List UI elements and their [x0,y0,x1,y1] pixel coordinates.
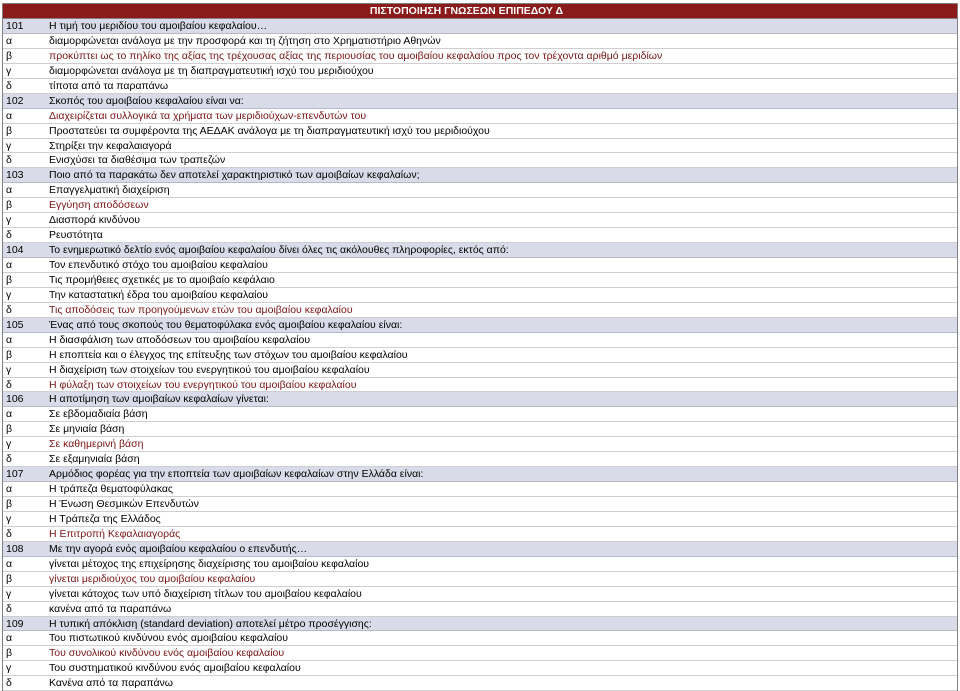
answer-text: Διαχειρίζεται συλλογικά τα χρήματα των μεριδιούχων-επενδυτών του [49,109,367,122]
answer-letter: β [6,423,13,436]
answer-letter: δ [6,303,12,316]
answer-letter: α [6,333,13,346]
answer-row [3,333,957,348]
answer-letter: α [6,259,13,271]
answer-row [3,273,957,288]
answer-letter: δ [6,378,12,391]
question-sheet [2,3,958,691]
answer-text: Επαγγελματική διαχείριση [49,184,170,197]
answer-row [3,587,957,602]
question-row [3,243,957,258]
answer-letter: γ [6,438,12,451]
answer-letter: γ [6,512,12,525]
answer-text: Σε εξαμηνιαία βάση [49,453,140,466]
answer-letter: β [6,49,13,62]
answer-letter: β [6,199,13,212]
question-row [3,19,957,34]
answer-text: Κανένα από τα παραπάνω [49,677,173,690]
answer-letter: γ [6,662,12,675]
answer-row [3,213,957,228]
question-number: 109 [6,617,24,630]
answer-text: διαμορφώνεται ανάλογα με τη διαπραγματευτική ισχύ του μεριδιούχου [49,64,374,77]
question-number: 103 [6,169,24,182]
question-list [3,19,957,691]
answer-text: Η Τράπεζα της Ελλάδος [49,512,161,525]
answer-letter: α [6,184,13,197]
answer-row-correct [3,49,957,64]
answer-letter: β [6,273,13,286]
question-number: 107 [6,468,24,481]
answer-text: Την καταστατική έδρα του αμοιβαίου κεφαλαίου [49,288,269,301]
sheet-title: ΠΙΣΤΟΠΟΙΗΣΗ ΓΝΩΣΕΩΝ ΕΠΙΠΕΔΟΥ Δ [3,4,957,19]
answer-letter: β [6,348,13,361]
question-text: Ένας από τους σκοπούς του θεματοφύλακα ενός αμοιβαίου κεφαλαίου είναι: [49,318,403,331]
answer-letter: β [6,498,13,510]
answer-row [3,661,957,676]
question-row [3,467,957,482]
answer-letter: γ [6,363,12,376]
answer-text: Τον επενδυτικό στόχο του αμοιβαίου κεφαλαίου [49,259,268,271]
answer-letter: γ [6,64,12,77]
answer-row [3,497,957,512]
answer-row [3,422,957,437]
answer-row-correct [3,378,957,393]
question-number: 101 [6,20,24,32]
answer-letter: α [6,109,13,122]
question-number: 105 [6,318,24,331]
answer-row [3,602,957,617]
answer-letter: δ [6,527,12,540]
answer-text: Η Επιτροπή Κεφαλαιαγοράς [49,527,181,540]
answer-text: Η φύλαξη των στοιχείων του ενεργητικού του αμοιβαίου κεφαλαίου [49,378,357,391]
answer-row-correct [3,109,957,124]
answer-letter: α [6,557,13,570]
answer-letter: β [6,572,13,585]
answer-text: γίνεται μέτοχος της επιχείρησης διαχείρισης του αμοιβαίου κεφαλαίου [49,557,370,570]
question-number: 102 [6,94,24,107]
question-number: 106 [6,393,24,406]
answer-row [3,676,957,691]
answer-letter: δ [6,677,12,690]
answer-row [3,258,957,273]
answer-letter: α [6,483,13,496]
answer-row [3,452,957,467]
answer-row-correct [3,572,957,587]
answer-row [3,183,957,198]
answer-letter: β [6,124,13,137]
answer-row [3,407,957,422]
answer-text: Σε καθημερινή βάση [49,438,144,451]
answer-row [3,631,957,646]
answer-text: προκύπτει ως το πηλίκο της αξίας της τρέχουσας αξίας της περιουσίας του αμοιβαίου κεφαλαίου προς τον τρέχοντα αριθμό μεριδίων [49,49,663,62]
answer-text: τίποτα από τα παραπάνω [49,79,169,92]
answer-text: γίνεται κάτοχος των υπό διαχείριση τίτλων του αμοιβαίου κεφαλαίου [49,587,362,600]
answer-text: κανένα από τα παραπάνω [49,602,172,615]
question-text: Ποιο από τα παρακάτω δεν αποτελεί χαρακτηριστικό των αμοιβαίων κεφαλαίων; [49,169,420,182]
answer-letter: δ [6,229,12,242]
answer-letter: δ [6,79,12,92]
answer-letter: α [6,408,13,421]
answer-text: Ρευστότητα [49,229,103,242]
question-text: Η αποτίμηση των αμοιβαίων κεφαλαίων γίνεται: [49,393,269,406]
answer-text: Προστατεύει τα συμφέροντα της ΑΕΔΑΚ ανάλογα με τη διαπραγματευτική ισχύ του μεριδιούχου [49,124,490,137]
answer-text: Στηρίξει την κεφαλαιαγορά [49,139,172,152]
answer-text: Η διαχείριση των στοιχείων του ενεργητικού του αμοιβαίου κεφαλαίου [49,363,370,376]
answer-text: Η διασφάλιση των αποδόσεων του αμοιβαίου κεφαλαίου [49,333,311,346]
answer-row-correct [3,646,957,661]
answer-letter: δ [6,154,12,167]
question-text: Αρμόδιος φορέας για την εποπτεία των αμοιβαίων κεφαλαίων στην Ελλάδα είναι: [49,468,424,481]
answer-letter: β [6,647,13,660]
answer-text: Του συνολικού κινδύνου ενός αμοιβαίου κεφαλαίου [49,647,285,660]
answer-text: Ενισχύσει τα διαθέσιμα των τραπεζών [49,154,226,167]
answer-text: Του πιστωτικού κινδύνου ενός αμοιβαίου κεφαλαίου [49,632,289,645]
answer-row [3,288,957,303]
answer-text: Του συστηματικού κινδύνου ενός αμοιβαίου κεφαλαίου [49,662,301,675]
answer-row [3,482,957,497]
answer-row [3,64,957,79]
question-row [3,318,957,333]
answer-letter: γ [6,214,12,227]
question-row [3,542,957,557]
answer-text: Διασπορά κινδύνου [49,214,141,227]
answer-row [3,34,957,49]
question-text: Το ενημερωτικό δελτίο ενός αμοιβαίου κεφαλαίου δίνει όλες τις ακόλουθες πληροφορίες, εκτός από: [49,244,509,257]
question-row [3,617,957,632]
answer-text: Η εποπτεία και ο έλεγχος της επίτευξης των στόχων του αμοιβαίου κεφαλαίου [49,348,408,361]
answer-text: Η Ένωση Θεσμικών Επενδυτών [49,498,199,510]
answer-row [3,124,957,139]
answer-row-correct [3,303,957,318]
question-row [3,392,957,407]
question-number: 108 [6,542,24,555]
answer-row [3,348,957,363]
answer-row [3,557,957,572]
question-text: Σκοπός του αμοιβαίου κεφαλαίου είναι να: [49,94,244,107]
answer-row-correct [3,527,957,542]
answer-row [3,363,957,378]
answer-letter: α [6,632,13,645]
answer-row [3,139,957,154]
answer-text: Η τράπεζα θεματοφύλακας [49,483,173,496]
answer-row [3,153,957,168]
answer-text: Τις αποδόσεις των προηγούμενων ετών του αμοιβαίου κεφαλαίου [49,303,353,316]
answer-letter: δ [6,453,12,466]
answer-text: Σε εβδομαδιαία βάση [49,408,148,421]
answer-row [3,79,957,94]
answer-text: Τις προμήθειες σχετικές με το αμοιβαίο κεφάλαιο [49,273,275,286]
question-text: Η τιμή του μεριδίου του αμοιβαίου κεφαλαίου… [49,20,268,32]
answer-letter: γ [6,288,12,301]
answer-text: γίνεται μεριδιούχος του αμοιβαίου κεφαλαίου [49,572,256,585]
answer-row [3,512,957,527]
answer-row-correct [3,198,957,213]
answer-letter: γ [6,139,12,152]
question-row [3,168,957,183]
answer-letter: α [6,34,13,47]
question-text: Με την αγορά ενός αμοιβαίου κεφαλαίου ο επενδυτής… [49,542,308,555]
answer-text: Εγγύηση αποδόσεων [49,199,149,212]
question-text: Η τυπική απόκλιση (standard deviation) αποτελεί μέτρο προσέγγισης: [49,617,372,630]
answer-text: Σε μηνιαία βάση [49,423,125,436]
answer-text: διαμορφώνεται ανάλογα με την προσφορά και τη ζήτηση στο Χρηματιστήριο Αθηνών [49,34,441,47]
answer-letter: γ [6,587,12,600]
question-number: 104 [6,244,24,257]
answer-letter: δ [6,602,12,615]
answer-row [3,228,957,243]
question-row [3,94,957,109]
answer-row-correct [3,437,957,452]
